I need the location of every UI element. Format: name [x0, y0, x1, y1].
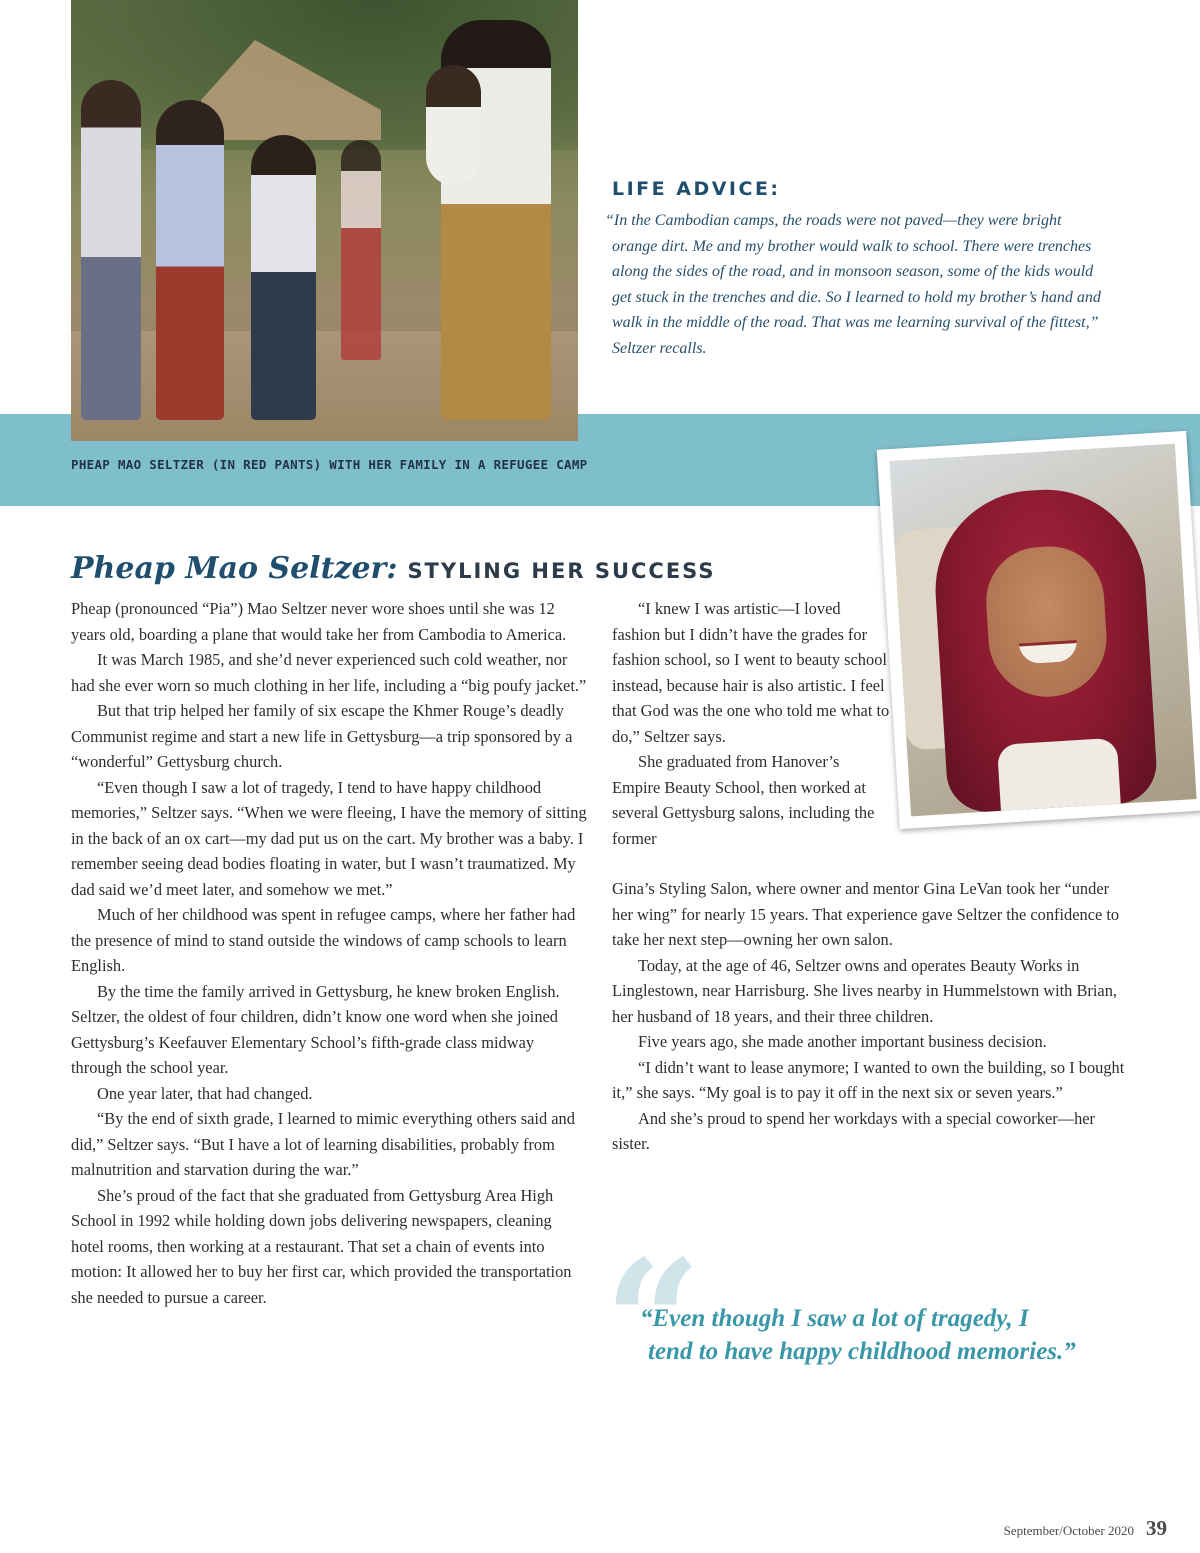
photo-person	[251, 135, 316, 420]
headline-subtitle: STYLING HER SUCCESS	[407, 559, 716, 583]
paragraph: “I didn’t want to lease anymore; I wanted to own the building, so I bought it,” she says. “My goal is to pay it off in the next six or seven years.”	[612, 1057, 1125, 1102]
paragraph: By the time the family arrived in Gettysburg, he knew broken English. Seltzer, the oldest of four children, didn’t know one word when she joined Gettysburg’s Keefauver Elementary School’s fifth-grade class midway through the school year.	[71, 981, 560, 1077]
paragraph: But that trip helped her family of six escape the Khmer Rouge’s deadly Communist regime and start a new life in Gettysburg—a trip sponsored by a “wonderful” Gettysburg church.	[71, 701, 573, 771]
paragraph: Today, at the age of 46, Seltzer owns and operates Beauty Works in Linglestown, near Harrisburg. She lives nearby in Hummelstown with Brian, her husband of 18 years, and their three children.	[612, 955, 1117, 1026]
photo-person	[341, 140, 381, 360]
paragraph: “By the end of sixth grade, I learned to mimic everything others said and did,” Seltzer says. “But I have a lot of learning disabilities, probably from malnutrition and starvation during the war.”	[71, 1109, 575, 1179]
portrait-photo-frame	[877, 431, 1200, 829]
photo-person	[81, 80, 141, 420]
page-footer	[1004, 1516, 1167, 1541]
portrait-shirt	[997, 738, 1121, 815]
paragraph: She’s proud of the fact that she graduated from Gettysburg Area High School in 1992 while holding down jobs delivering newspapers, cleaning hotel rooms, then working at a restaurant. That set a chain of events into motion: It allowed her to buy her first car, which provided the transportation she needed to pursue a career.	[71, 1185, 572, 1307]
paragraph: Much of her childhood was spent in refugee camps, where her father had the presence of mind to stand outside the windows of camp schools to learn English.	[71, 905, 576, 975]
paragraph: And she’s proud to spend her workdays with a special coworker—her sister.	[612, 1108, 1096, 1153]
photo-person	[426, 65, 481, 185]
portrait-photo	[889, 444, 1196, 817]
life-advice-text: “In the Cambodian camps, the roads were not paved—they were bright orange dirt. Me and my brother would walk to school. There were trenches along the sides of the road, and in monsoon season, some of the kids would get stuck in the trenches and die. So I learned to hold my brother’s hand and walk in the middle of the road. That was me learning survival of the fittest,” Seltzer recalls.	[605, 212, 1101, 357]
paragraph: She graduated from Hanover’s Empire Beauty School, then worked at several Gettysburg salons, including the former	[612, 752, 875, 848]
paragraph: Gina’s Styling Salon, where owner and mentor Gina LeVan took her “under her wing” for nearly 15 years. That experience gave Seltzer the confidence to take her next step—owning her own salon.	[612, 879, 1120, 949]
article-headline	[71, 551, 715, 586]
body-right-column-top	[612, 596, 890, 851]
family-refugee-camp-photo	[71, 0, 578, 441]
photo-caption: PHEAP MAO SELTZER (IN RED PANTS) WITH HER FAMILY IN A REFUGEE CAMP	[71, 457, 588, 472]
paragraph: One year later, that had changed.	[97, 1083, 313, 1103]
body-left-column	[71, 596, 587, 1310]
issue-date: September/October 2020	[1003, 1523, 1134, 1538]
paragraph: Five years ago, she made another important business decision.	[638, 1032, 1047, 1051]
photo-person	[156, 100, 224, 420]
paragraph: “I knew I was artistic—I loved fashion but I didn’t have the grades for fashion school, so I went to beauty school instead, because hair is also artistic. I feel that God was the one who told me what to do,” Seltzer says.	[612, 599, 890, 746]
quotation-mark-icon: “	[604, 1223, 702, 1423]
pull-quote: “Even though I saw a lot of tragedy, I tend to have happy childhood memories.”	[640, 1305, 1076, 1365]
paragraph: “Even though I saw a lot of tragedy, I tend to have happy childhood memories,” Seltzer says. “When we were fleeing, I have the memory of sitting in the back of an ox cart—my dad put us on the cart. My brother was a baby. I remember seeing dead bodies floating in water, but I wasn’t traumatized. My dad said we’d meet later, and somehow we met.”	[71, 777, 587, 899]
paragraph: It was March 1985, and she’d never experienced such cold weather, nor had she ever worn so much clothing in her life, including a “big poufy jacket.”	[71, 650, 587, 695]
life-advice-heading: LIFE ADVICE:	[612, 178, 781, 200]
paragraph: Pheap (pronounced “Pia”) Mao Seltzer never wore shoes until she was 12 years old, boarding a plane that would take her from Cambodia to America.	[71, 599, 567, 644]
page-number: 39	[1146, 1516, 1167, 1540]
body-right-column-bottom	[612, 876, 1127, 1157]
headline-name: Pheap Mao Seltzer:	[71, 551, 398, 586]
